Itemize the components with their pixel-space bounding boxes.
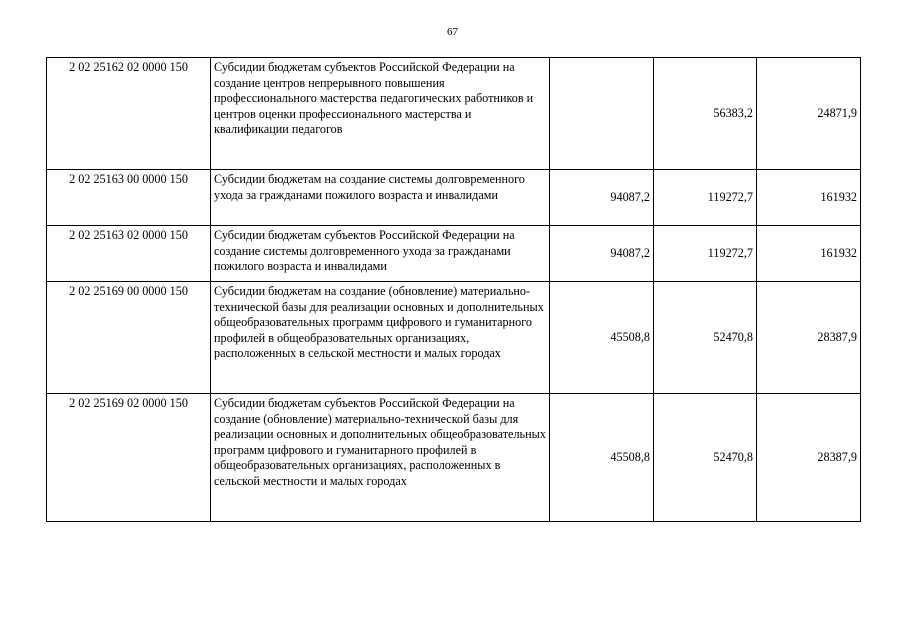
budget-table [46, 57, 861, 522]
table-row [47, 58, 861, 170]
value-year2-cell: 119272,7 [654, 170, 757, 226]
value-year2-cell: 52470,8 [654, 394, 757, 522]
item-name-cell: Субсидии бюджетам субъектов Российской Федерации на создание центров непрерывного повышения профессионального мастерства педагогических работников и центров оценки профессионального мастерства и квалификации педагогов [211, 58, 550, 170]
value-year1-cell: 45508,8 [550, 394, 654, 522]
item-name-cell: Субсидии бюджетам субъектов Российской Федерации на создание (обновление) материально-технической базы для реализации основных и дополнительных общеобразовательных программ цифрового и гуманитарного профилей в общеобразовательных организациях, расположенных в сельской местности и малых городах [211, 394, 550, 522]
item-name-cell: Субсидии бюджетам субъектов Российской Федерации на создание системы долговременного ухода за гражданами пожилого возраста и инвалидами [211, 226, 550, 282]
item-name-cell: Субсидии бюджетам на создание системы долговременного ухода за гражданами пожилого возраста и инвалидами [211, 170, 550, 226]
budget-code-cell: 2 02 25169 00 0000 150 [47, 282, 211, 394]
budget-code-cell: 2 02 25163 00 0000 150 [47, 170, 211, 226]
budget-code-cell: 2 02 25162 02 0000 150 [47, 58, 211, 170]
value-year2-cell: 119272,7 [654, 226, 757, 282]
table-row [47, 170, 861, 226]
table-row [47, 394, 861, 522]
value-year1-cell: 94087,2 [550, 170, 654, 226]
item-name-cell: Субсидии бюджетам на создание (обновление) материально-технической базы для реализации основных и дополнительных общеобразовательных программ цифрового и гуманитарного профилей в общеобразовательных организациях, расположенных в сельской местности и малых городах [211, 282, 550, 394]
table-row [47, 226, 861, 282]
table-row [47, 282, 861, 394]
value-year3-cell: 161932 [757, 170, 861, 226]
value-year1-cell: 45508,8 [550, 282, 654, 394]
value-year2-cell: 56383,2 [654, 58, 757, 170]
value-year2-cell: 52470,8 [654, 282, 757, 394]
budget-code-cell: 2 02 25163 02 0000 150 [47, 226, 211, 282]
value-year3-cell: 28387,9 [757, 282, 861, 394]
value-year1-cell: 94087,2 [550, 226, 654, 282]
value-year1-cell [550, 58, 654, 170]
page-number: 67 [447, 26, 458, 38]
value-year3-cell: 24871,9 [757, 58, 861, 170]
budget-code-cell: 2 02 25169 02 0000 150 [47, 394, 211, 522]
value-year3-cell: 161932 [757, 226, 861, 282]
value-year3-cell: 28387,9 [757, 394, 861, 522]
